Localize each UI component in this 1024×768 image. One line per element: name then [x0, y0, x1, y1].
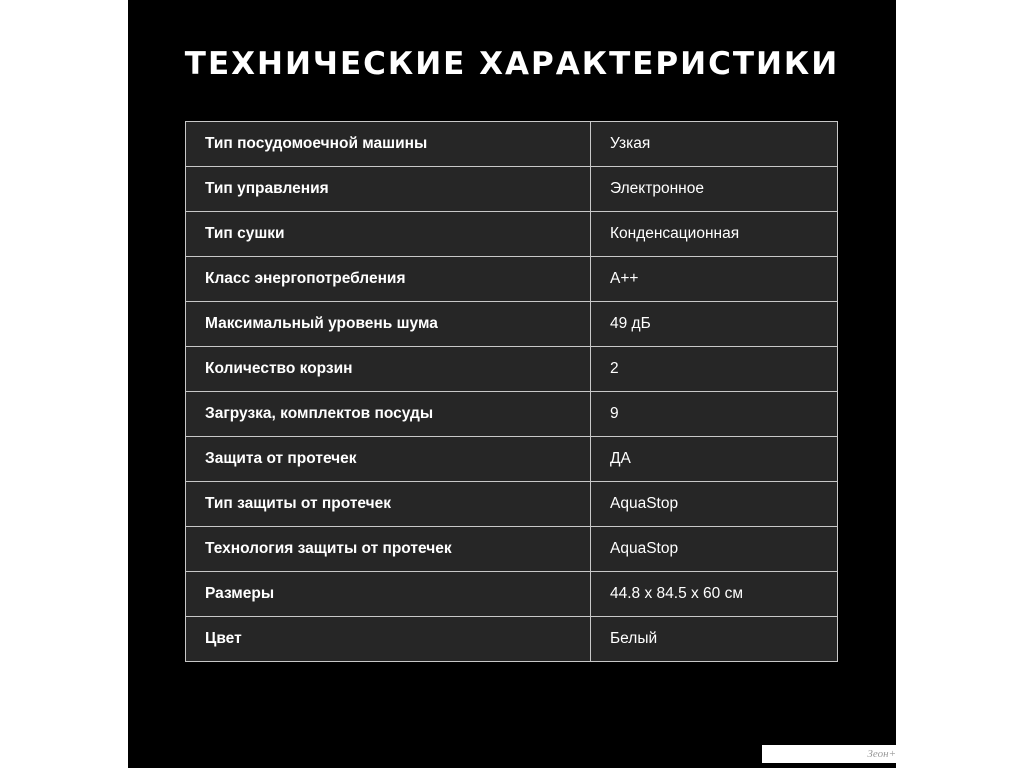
spec-value: AquaStop — [591, 482, 838, 527]
spec-value: Белый — [591, 617, 838, 662]
table-row — [186, 437, 838, 482]
spec-value: Конденсационная — [591, 212, 838, 257]
spec-value: AquaStop — [591, 527, 838, 572]
spec-label: Тип сушки — [186, 212, 591, 257]
spec-label: Тип управления — [186, 167, 591, 212]
spec-label: Тип защиты от протечек — [186, 482, 591, 527]
spec-label: Тип посудомоечной машины — [186, 122, 591, 167]
spec-table — [185, 121, 838, 662]
page-title: ТЕХНИЧЕСКИЕ ХАРАКТЕРИСТИКИ — [184, 46, 840, 82]
table-row — [186, 122, 838, 167]
spec-label: Загрузка, комплектов посуды — [186, 392, 591, 437]
table-row — [186, 302, 838, 347]
spec-label: Количество корзин — [186, 347, 591, 392]
spec-value: 9 — [591, 392, 838, 437]
spec-value: Узкая — [591, 122, 838, 167]
spec-value: A++ — [591, 257, 838, 302]
table-row — [186, 482, 838, 527]
table-row — [186, 572, 838, 617]
spec-label: Технология защиты от протечек — [186, 527, 591, 572]
table-row — [186, 167, 838, 212]
table-row — [186, 212, 838, 257]
spec-label: Цвет — [186, 617, 591, 662]
watermark-strip — [762, 745, 898, 763]
table-row — [186, 257, 838, 302]
table-row — [186, 617, 838, 662]
watermark-text: Зеон+ — [867, 748, 896, 760]
spec-value: 44.8 x 84.5 x 60 см — [591, 572, 838, 617]
spec-label: Защита от протечек — [186, 437, 591, 482]
table-row — [186, 347, 838, 392]
spec-value: Электронное — [591, 167, 838, 212]
spec-label: Размеры — [186, 572, 591, 617]
spec-value: ДА — [591, 437, 838, 482]
spec-value: 49 дБ — [591, 302, 838, 347]
spec-value: 2 — [591, 347, 838, 392]
spec-panel — [128, 0, 896, 768]
spec-label: Класс энергопотребления — [186, 257, 591, 302]
table-row — [186, 392, 838, 437]
table-row — [186, 527, 838, 572]
spec-label: Максимальный уровень шума — [186, 302, 591, 347]
